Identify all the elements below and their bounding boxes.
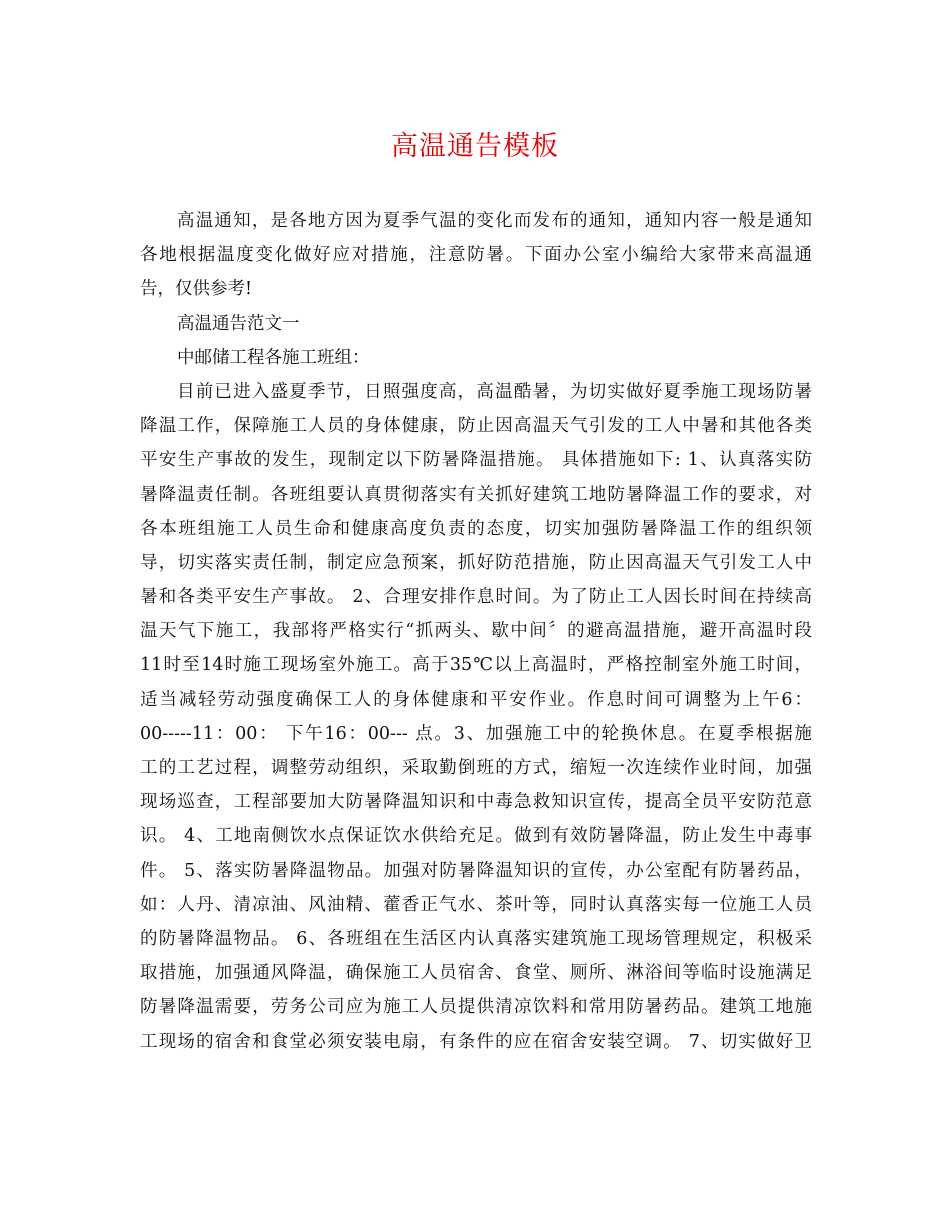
text-line: 暑降温责任制。各班组要认真贯彻落实有关抓好建筑工地防暑降温工作的要求，对 <box>140 484 812 505</box>
text-line: 告，仅供参考! <box>140 279 253 300</box>
text-line: 适当减轻劳动强度确保工人的身体健康和平安作业。作息时间可调整为上午6： <box>140 689 812 710</box>
text-line: 各本班组施工人员生命和健康高度负责的态度，切实加强防暑降温工作的组织领 <box>140 518 812 539</box>
text-line: 件。 5、落实防暑降温物品。加强对防暑降温知识的宣传，办公室配有防暑药品， <box>140 860 812 881</box>
text-line: 11时至14时施工现场室外施工。高于35℃以上高温时，严格控制室外施工时间， <box>140 655 812 676</box>
text-line: 防暑降温需要，劳务公司应为施工人员提供清凉饮料和常用防暑药品。建筑工地施 <box>140 997 812 1018</box>
text-line: 目前已进入盛夏季节，日照强度高，高温酷暑，为切实做好夏季施工现场防暑 <box>177 381 812 402</box>
section-heading: 高温通告范文一 <box>177 313 300 334</box>
text-line: 现场巡查，工程部要加大防暑降温知识和中毒急救知识宣传，提高全员平安防范意 <box>140 792 812 813</box>
text-line: 的防暑降温物品。 6、各班组在生活区内认真落实建筑施工现场管理规定，积极采 <box>140 928 812 949</box>
text-line: 取措施，加强通风降温，确保施工人员宿舍、食堂、厕所、淋浴间等临时设施满足 <box>140 963 812 984</box>
text-line: 工的工艺过程，调整劳动组织，采取勤倒班的方式，缩短一次连续作业时间，加强 <box>140 758 812 778</box>
page-title: 高温通告模板 <box>391 131 559 162</box>
text-line: 平安生产事故的发生，现制定以下防暑降温措施。 具体措施如下: 1、认真落实防 <box>140 450 812 471</box>
text-line: 00-----11：00： 下午16：00--- 点。3、加强施工中的轮换休息。在夏季根据施 <box>140 723 812 744</box>
text-line: 温天气下施工，我部将严格实行“抓两头、歇中间〞的避高温措施，避开高温时段 <box>140 621 812 642</box>
text-line: 如：人丹、清凉油、风油精、藿香正气水、茶叶等，同时认真落实每一位施工人员 <box>140 894 812 915</box>
text-line: 导，切实落实责任制，制定应急预案，抓好防范措施，防止因高温天气引发工人中 <box>140 552 812 573</box>
text-line: 高温通知，是各地方因为夏季气温的变化而发布的通知，通知内容一般是通知 <box>177 211 812 231</box>
salutation: 中邮储工程各施工班组： <box>177 347 370 368</box>
text-line: 识。 4、工地南侧饮水点保证饮水供给充足。做到有效防暑降温，防止发生中毒事 <box>140 826 812 847</box>
document-body <box>140 204 812 1059</box>
text-line: 降温工作，保障施工人员的身体健康，防止因高温天气引发的工人中暑和其他各类 <box>140 416 812 437</box>
text-line: 工现场的宿舍和食堂必须安装电扇，有条件的应在宿舍安装空调。 7、切实做好卫 <box>140 1031 812 1052</box>
text-line: 暑和各类平安生产事故。 2、合理安排作息时间。为了防止工人因长时间在持续高 <box>140 587 812 608</box>
text-line: 各地根据温度变化做好应对措施，注意防暑。下面办公室小编给大家带来高温通 <box>140 245 812 266</box>
